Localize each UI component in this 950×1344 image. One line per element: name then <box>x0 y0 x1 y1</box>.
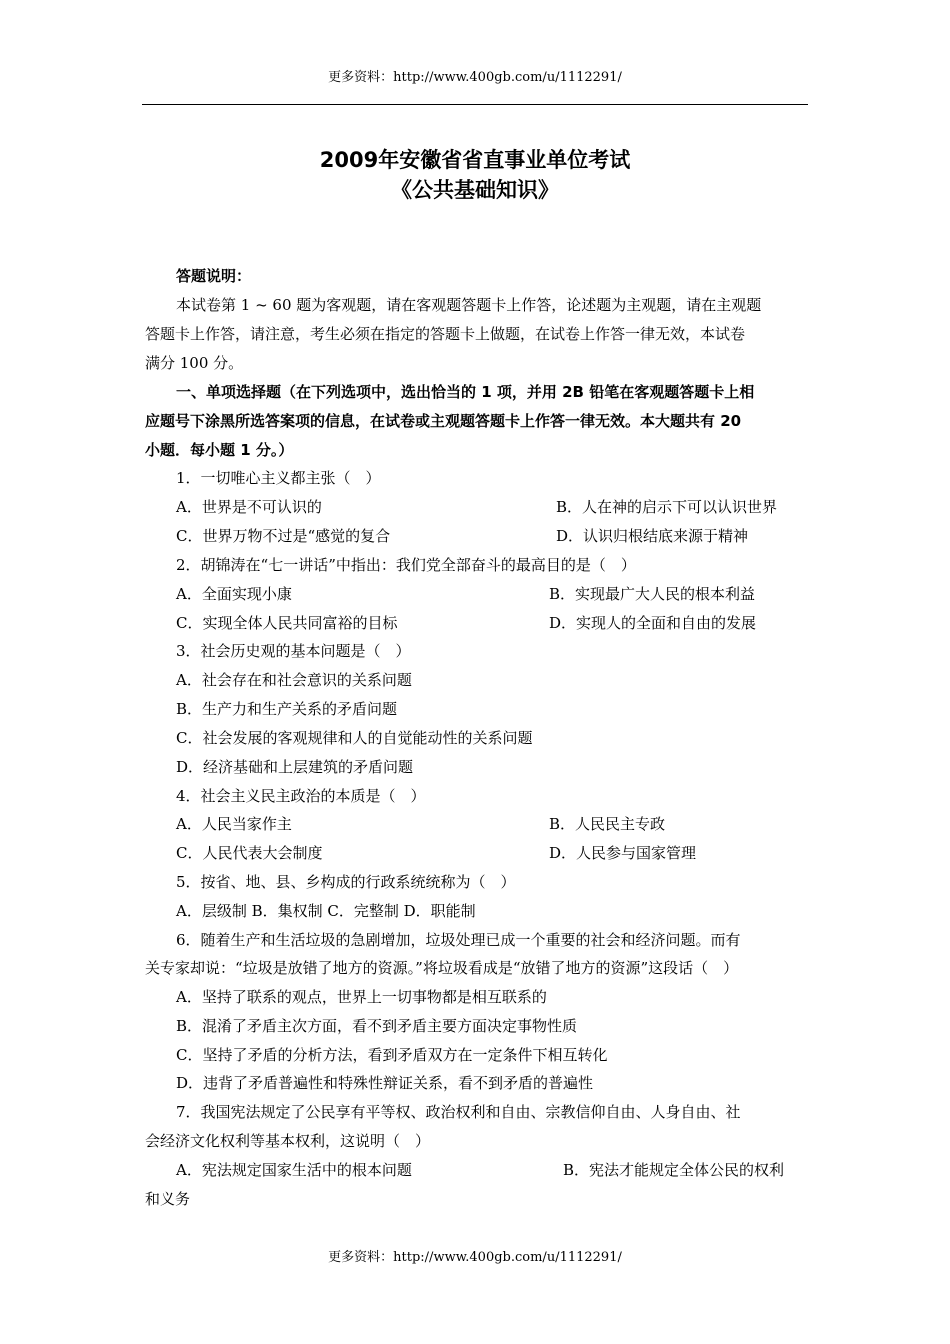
instructions-line: 满分 100 分。 <box>145 354 244 372</box>
question-6-option-b: B．混淆了矛盾主次方面，看不到矛盾主要方面决定事物性质 <box>176 1017 578 1035</box>
question-3-option-c: C．社会发展的客观规律和人的自觉能动性的关系问题 <box>176 729 533 747</box>
question-5-stem: 5．按省、地、县、乡构成的行政系统统称为（ ） <box>176 873 516 891</box>
question-3-option-b: B．生产力和生产关系的矛盾问题 <box>176 700 398 718</box>
instructions-line: 答题卡上作答，请注意，考生必须在指定的答题卡上做题，在试卷上作答一律无效，本试卷 <box>145 325 746 343</box>
instructions-heading: 答题说明： <box>176 267 252 285</box>
header-divider <box>142 104 808 105</box>
question-2-option-b: B．实现最广大人民的根本利益 <box>549 585 756 603</box>
question-1-option-d: D．认识归根结底来源于精神 <box>556 527 749 545</box>
page-header: 更多资料：http://www.400gb.com/u/1112291/ <box>328 70 622 85</box>
question-4-option-c: C．人民代表大会制度 <box>176 844 323 862</box>
question-4-option-d: D．人民参与国家管理 <box>549 844 697 862</box>
question-1-option-c: C．世界万物不过是“感觉的复合 <box>176 527 391 545</box>
question-6-option-a: A．坚持了联系的观点，世界上一切事物都是相互联系的 <box>176 988 547 1006</box>
question-7-option-b-cont: 和义务 <box>145 1190 191 1208</box>
question-3-option-d: D．经济基础和上层建筑的矛盾问题 <box>176 758 414 776</box>
question-1-option-b: B．人在神的启示下可以认识世界 <box>556 498 778 516</box>
question-6-option-c: C．坚持了矛盾的分析方法，看到矛盾双方在一定条件下相互转化 <box>176 1046 608 1064</box>
question-5-options: A．层级制 B．集权制 C．完整制 D．职能制 <box>176 902 476 920</box>
page-footer: 更多资料：http://www.400gb.com/u/1112291/ <box>328 1250 622 1265</box>
question-1-option-a: A．世界是不可认识的 <box>176 498 322 516</box>
section-heading: 一、单项选择题（在下列选项中，选出恰当的 1 项，并用 2B 铅笔在客观题答题卡上相 <box>176 383 755 401</box>
question-7-stem-cont: 会经济文化权利等基本权利，这说明（ ） <box>145 1132 431 1150</box>
question-1-stem: 1．一切唯心主义都主张（ ） <box>176 469 381 487</box>
question-2-option-a: A．全面实现小康 <box>176 585 292 603</box>
question-6-stem: 6．随着生产和生活垃圾的急剧增加，垃圾处理已成一个重要的社会和经济问题。而有 <box>176 931 741 949</box>
exam-title: 2009年安徽省省直事业单位考试 <box>319 148 631 172</box>
question-3-stem: 3．社会历史观的基本问题是（ ） <box>176 642 411 660</box>
instructions-line: 本试卷第 1 ~ 60 题为客观题，请在客观题答题卡上作答，论述题为主观题，请在主观题 <box>176 296 762 314</box>
section-heading-line: 应题号下涂黑所选答案项的信息，在试卷或主观题答题卡上作答一律无效。本大题共有 20 <box>145 412 742 430</box>
question-7-option-a: A．宪法规定国家生活中的根本问题 <box>176 1161 412 1179</box>
question-4-stem: 4．社会主义民主政治的本质是（ ） <box>176 787 426 805</box>
question-2-option-c: C．实现全体人民共同富裕的目标 <box>176 614 398 632</box>
section-heading-line: 小题．每小题 1 分。） <box>145 441 294 459</box>
question-7-option-b: B．宪法才能规定全体公民的权利 <box>563 1161 785 1179</box>
exam-subtitle: 《公共基础知识》 <box>391 178 559 202</box>
question-4-option-b: B．人民民主专政 <box>549 815 666 833</box>
question-2-option-d: D．实现人的全面和自由的发展 <box>549 614 757 632</box>
question-4-option-a: A．人民当家作主 <box>176 815 292 833</box>
question-6-option-d: D．违背了矛盾普遍性和特殊性辩证关系，看不到矛盾的普遍性 <box>176 1074 594 1092</box>
question-7-stem: 7．我国宪法规定了公民享有平等权、政治权利和自由、宗教信仰自由、人身自由、社 <box>176 1103 741 1121</box>
question-6-stem-cont: 关专家却说：“垃圾是放错了地方的资源。”将垃圾看成是“放错了地方的资源”这段话（ ） <box>145 959 739 977</box>
question-3-option-a: A．社会存在和社会意识的关系问题 <box>176 671 412 689</box>
question-2-stem: 2．胡锦涛在“七一讲话”中指出：我们党全部奋斗的最高目的是（ ） <box>176 556 636 574</box>
